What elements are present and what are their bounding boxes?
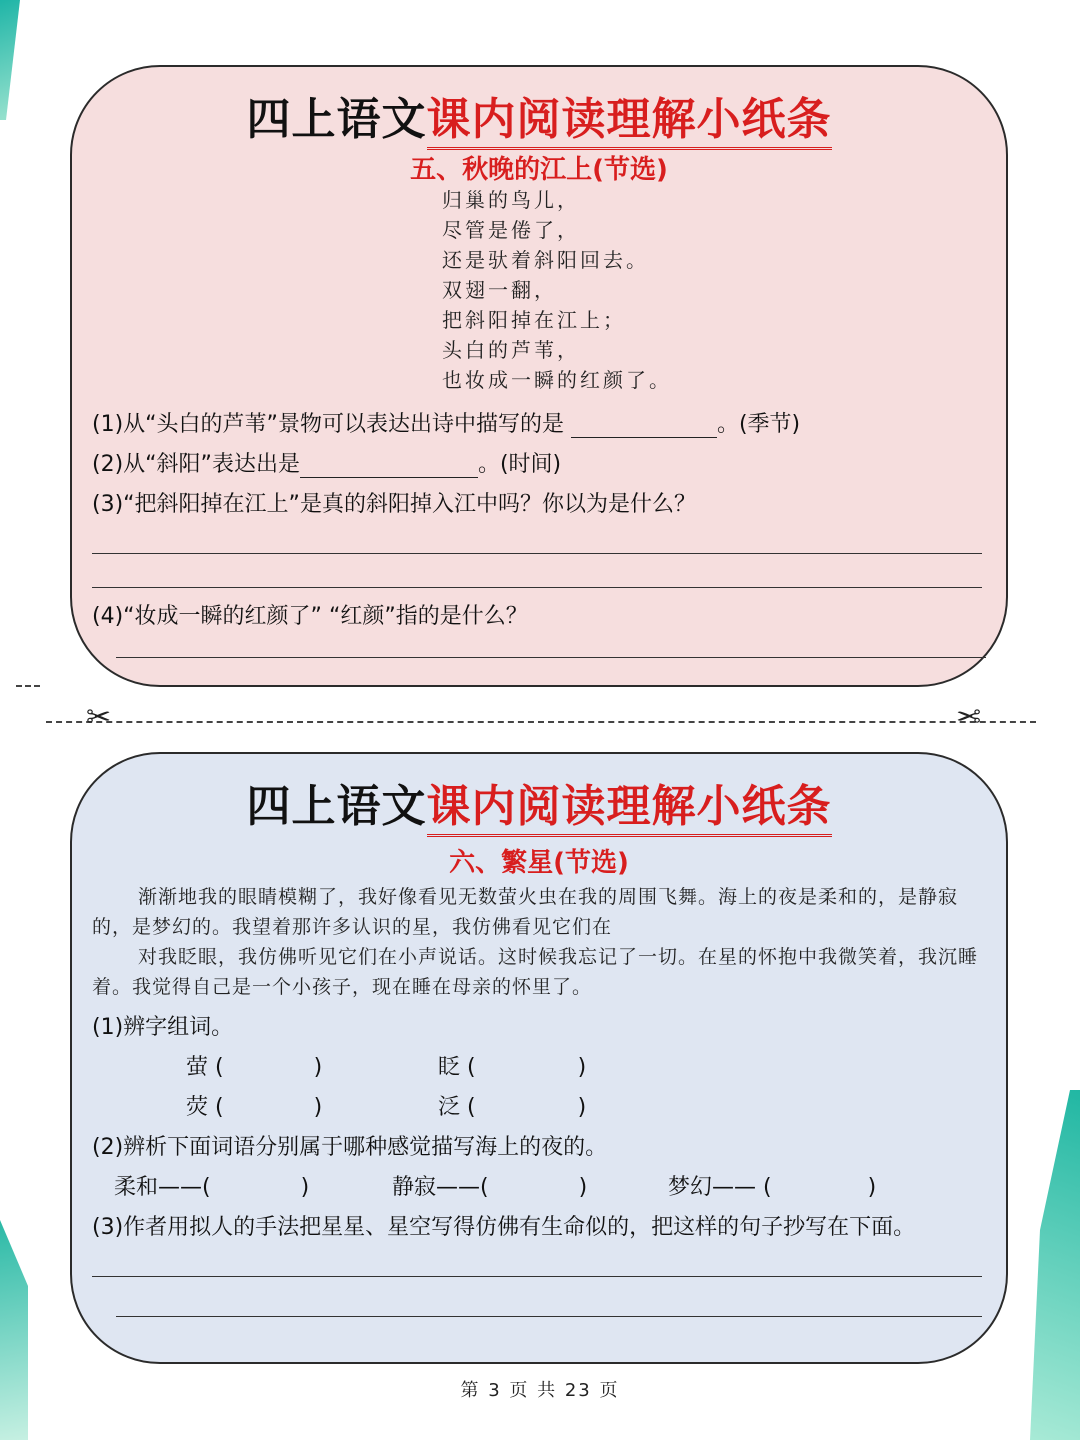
question-2-hint: 。(时间) xyxy=(477,452,562,477)
word-blank[interactable] xyxy=(476,1095,578,1120)
paren: ) xyxy=(577,1095,587,1120)
decorative-leaf-bottom-left xyxy=(0,1220,28,1440)
scissors-icon: ✂ xyxy=(956,700,982,735)
poem-line: 归巢的鸟儿， xyxy=(442,188,580,212)
paren: ) xyxy=(313,1055,323,1080)
passage xyxy=(92,882,992,1002)
passage-paragraph: 渐渐地我的眼睛模糊了，我好像看见无数萤火虫在我的周围飞舞。海上的夜是柔和的，是静寂的，是梦幻的。我望着那许多认识的星，我仿佛看见它们在 xyxy=(92,886,959,938)
sense-item xyxy=(668,1170,876,1201)
answer-line[interactable] xyxy=(116,1316,982,1317)
poem-line: 头白的芦苇， xyxy=(442,338,580,362)
sense-word: 梦幻—— ( xyxy=(668,1175,772,1200)
paren: ) xyxy=(578,1175,588,1200)
answer-line[interactable] xyxy=(92,1276,982,1277)
lesson-subtitle: 五、秋晚的江上(节选) xyxy=(410,155,668,185)
poem xyxy=(442,185,672,395)
passage-paragraph: 对我眨眼，我仿佛听见它们在小声说话。这时候我忘记了一切。在星的怀抱中我微笑着，我沉睡着。我觉得自己是一个小孩子，现在睡在母亲的怀里了。 xyxy=(92,946,979,998)
question-1-hint: 。(季节) xyxy=(716,412,801,437)
char-group xyxy=(438,1050,586,1081)
answer-blank-2[interactable] xyxy=(300,452,478,478)
answer-line[interactable] xyxy=(92,553,982,554)
sense-blank[interactable] xyxy=(772,1175,868,1200)
poem-line: 也妆成一瞬的红颜了。 xyxy=(442,368,672,392)
paren: ) xyxy=(300,1175,310,1200)
reading-card-stars xyxy=(70,752,1008,1364)
answer-blank-1[interactable] xyxy=(571,412,717,438)
paren: ( xyxy=(467,1095,476,1120)
sense-blank[interactable] xyxy=(489,1175,579,1200)
question-1: (1)辨字组词。 xyxy=(92,1015,234,1040)
scissors-icon: ✂ xyxy=(86,700,112,735)
title-prefix: 四上语文 xyxy=(246,781,427,832)
word-blank[interactable] xyxy=(224,1055,314,1080)
char-group xyxy=(186,1050,322,1081)
answer-line[interactable] xyxy=(116,657,986,658)
decorative-leaf-top-left xyxy=(0,0,20,120)
paren: ) xyxy=(577,1055,587,1080)
word-blank[interactable] xyxy=(224,1095,314,1120)
answer-line[interactable] xyxy=(92,587,982,588)
title-highlight: 课内阅读理解小纸条 xyxy=(427,94,832,150)
question-1 xyxy=(92,407,800,438)
sense-word: 柔和——( xyxy=(114,1175,211,1200)
char: 萤 xyxy=(186,1055,209,1080)
title-highlight: 课内阅读理解小纸条 xyxy=(427,781,832,837)
sense-item xyxy=(392,1170,587,1201)
poem-line: 还是驮着斜阳回去。 xyxy=(442,248,649,272)
question-2-text: (2)从“斜阳”表达出是 xyxy=(92,452,300,477)
question-4: (4)“妆成一瞬的红颜了” “红颜”指的是什么？ xyxy=(92,604,528,629)
paren: ) xyxy=(313,1095,323,1120)
reading-card-autumn-river xyxy=(70,65,1008,687)
char-group xyxy=(186,1090,322,1121)
char: 眨 xyxy=(438,1055,461,1080)
card-title xyxy=(72,83,1006,147)
word-blank[interactable] xyxy=(476,1055,578,1080)
char: 荧 xyxy=(186,1095,209,1120)
lesson-subtitle: 六、繁星(节选) xyxy=(449,848,629,878)
paren: ( xyxy=(467,1055,476,1080)
paren: ) xyxy=(867,1175,877,1200)
char: 泛 xyxy=(438,1095,461,1120)
poem-line: 把斜阳掉在江上； xyxy=(442,308,626,332)
question-3: (3)“把斜阳掉在江上”是真的斜阳掉入江中吗？你以为是什么？ xyxy=(92,492,696,517)
cut-line xyxy=(46,721,1036,723)
question-2 xyxy=(92,447,561,478)
title-prefix: 四上语文 xyxy=(246,94,427,145)
paren: ( xyxy=(215,1095,224,1120)
page-footer: 第 3 页 共 23 页 xyxy=(460,1380,620,1401)
sense-blank[interactable] xyxy=(211,1175,301,1200)
question-2: (2)辨析下面词语分别属于哪种感觉描写海上的夜的。 xyxy=(92,1135,608,1160)
paren: ( xyxy=(215,1055,224,1080)
card-title xyxy=(72,770,1006,834)
poem-line: 双翅一翻， xyxy=(442,278,557,302)
cut-line-stub xyxy=(16,685,40,687)
question-1-text: (1)从“头白的芦苇”景物可以表达出诗中描写的是 xyxy=(92,412,564,437)
sense-item xyxy=(114,1170,309,1201)
sense-word: 静寂——( xyxy=(392,1175,489,1200)
poem-line: 尽管是倦了， xyxy=(442,218,580,242)
question-3: (3)作者用拟人的手法把星星、星空写得仿佛有生命似的，把这样的句子抄写在下面。 xyxy=(92,1215,916,1240)
char-group xyxy=(438,1090,586,1121)
